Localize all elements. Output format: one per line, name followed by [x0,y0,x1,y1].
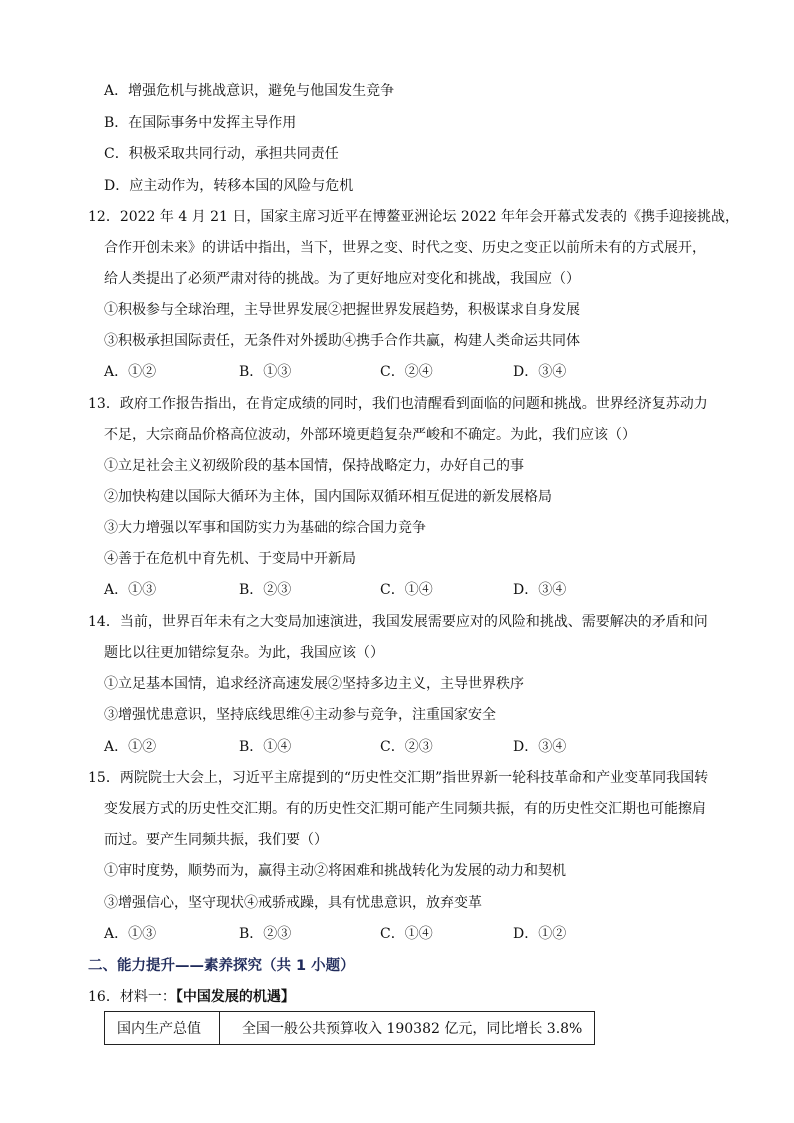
q13-statement-2: ②加快构建以国际大循环为主体，国内国际双循环相互促进的新发展格局 [104,489,552,505]
table-cell-gdp: 国内生产总值 [105,1012,220,1045]
q15-option-b: B．②③ [239,926,292,942]
q12-stem-line-2: 合作开创未来》的讲话中指出，当下，世界之变、时代之变、历史之变正以前所未有的方式展开， [104,240,706,256]
q12-statement-1: ①积极参与全球治理，主导世界发展②把握世界发展趋势，积极谋求自身发展 [104,302,580,318]
q12-option-a: A．①② [104,364,157,380]
q15-stem-line-3: 而过。要产生同频共振，我们要（） [104,832,328,848]
q12-option-b: B．①③ [239,364,292,380]
q14-option-d: D．③④ [513,739,567,755]
q15-stem-line-1: 15．两院院士大会上，习近平主席提到的“历史性交汇期”指世界新一轮科技革命和产业变革同我国转 [88,770,709,786]
q12-option-c: C．②④ [380,364,433,380]
q13-statement-1: ①立足社会主义初级阶段的基本国情，保持战略定力，办好自己的事 [104,458,524,474]
q11-option-d: D．应主动作为，转移本国的风险与危机 [104,178,354,194]
q15-option-d: D．①② [513,926,567,942]
q15-option-a: A．①③ [104,926,157,942]
q14-stem-line-1: 14．当前，世界百年未有之大变局加速演进，我国发展需要应对的风险和挑战、需要解决的矛盾和问 [88,614,708,630]
q13-options [104,580,664,600]
q11-option-a: A．增强危机与挑战意识，避免与他国发生竞争 [104,83,395,99]
q14-options [104,737,664,757]
section-2-heading: 二、能力提升——素养探究（共 1 小题） [88,958,355,974]
q12-stem-line-1: 12．2022 年 4 月 21 日，国家主席习近平在博鳌亚洲论坛 2022 年年会开幕式发表的《携手迎接挑战， [88,209,739,225]
q15-option-c: C．①④ [380,926,433,942]
q14-stem-line-2: 题比以往更加错综复杂。为此，我国应该（） [104,645,384,661]
q16-data-table [104,1011,595,1045]
q11-option-b: B．在国际事务中发挥主导作用 [104,115,297,131]
q13-statement-3: ③大力增强以军事和国防实力为基础的综合国力竞争 [104,520,426,536]
q13-option-b: B．②③ [239,582,292,598]
q13-option-d: D．③④ [513,582,567,598]
q14-statement-1: ①立足基本国情，追求经济高速发展②坚持多边主义，主导世界秩序 [104,676,524,692]
q12-stem-line-3: 给人类提出了必须严肃对待的挑战。为了更好地应对变化和挑战，我国应（） [104,271,580,287]
q13-stem-line-2: 不足，大宗商品价格高位波动，外部环境更趋复杂严峻和不确定。为此，我们应该（） [104,427,636,443]
q15-options [104,924,664,944]
q15-stem-line-2: 变发展方式的历史性交汇期。有的历史性交汇期可能产生同频共振，有的历史性交汇期也可能擦肩 [104,801,706,817]
q11-option-c: C．积极采取共同行动，承担共同责任 [104,146,339,162]
q14-option-c: C．②③ [380,739,433,755]
q13-statement-4: ④善于在危机中育先机、于变局中开新局 [104,551,356,567]
q12-option-d: D．③④ [513,364,567,380]
q13-option-c: C．①④ [380,582,433,598]
q12-statement-2: ③积极承担国际责任，无条件对外援助④携手合作共赢，构建人类命运共同体 [104,333,580,349]
table-cell-budget-revenue: 全国一般公共预算收入 190382 亿元，同比增长 3.8% [220,1012,595,1045]
q15-statement-2: ③增强信心，坚守现状④戒骄戒躁，具有忧患意识，放弃变革 [104,895,482,911]
q15-statement-1: ①审时度势，顺势而为，赢得主动②将困难和挑战转化为发展的动力和契机 [104,863,566,879]
q13-option-a: A．①③ [104,582,157,598]
q14-option-a: A．①② [104,739,157,755]
table-row [105,1012,595,1045]
q16-material-title: 【中国发展的机遇】 [175,989,295,1005]
q16-prefix: 16．材料一： [88,989,176,1005]
q14-option-b: B．①④ [239,739,292,755]
q16-material-1 [88,987,295,1007]
q14-statement-2: ③增强忧患意识，坚持底线思维④主动参与竞争，注重国家安全 [104,707,496,723]
q12-options [104,362,664,382]
q13-stem-line-1: 13．政府工作报告指出，在肯定成绩的同时，我们也清醒看到面临的问题和挑战。世界经济复苏动力 [88,396,708,412]
